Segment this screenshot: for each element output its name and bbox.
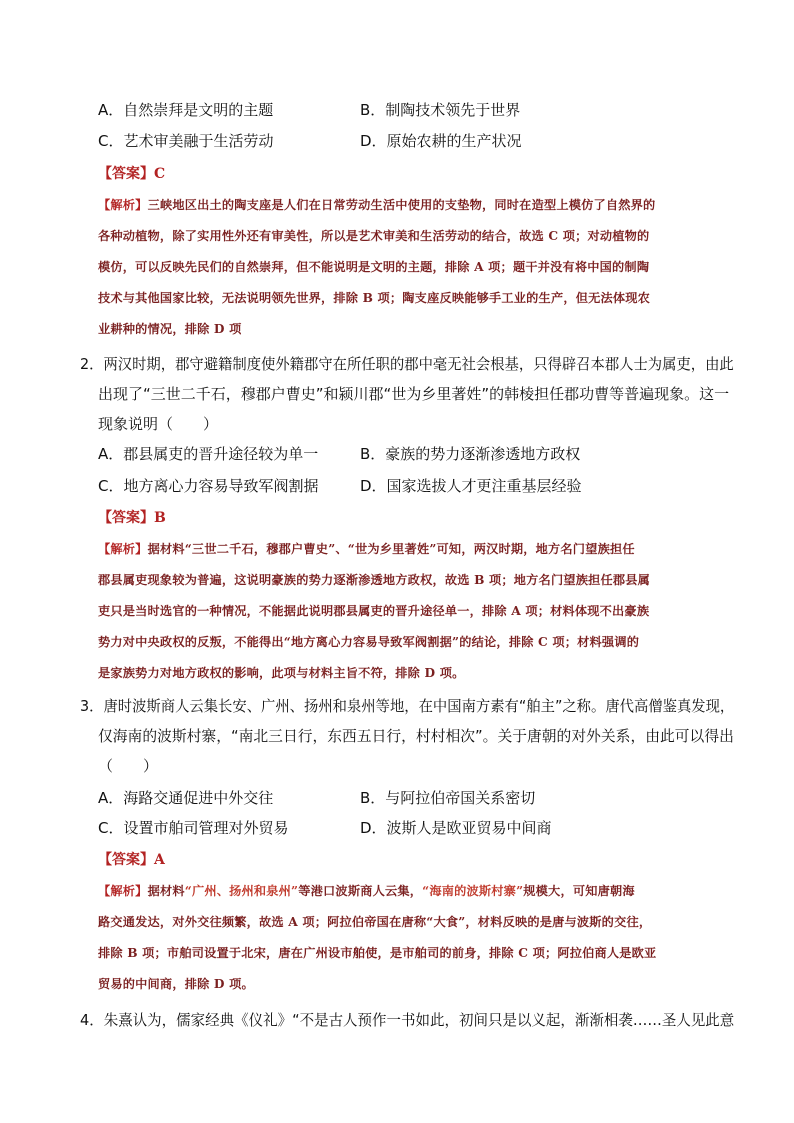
q1-analysis-tag: 【解析】 <box>98 198 148 212</box>
q3-option-a: A．海路交通促进中外交往 <box>98 789 274 807</box>
q2-analysis-line: 是家族势力对地方政权的影响，此项与材料主旨不符，排除 D 项。 <box>98 666 465 680</box>
q1-analysis-line: 模仿，可以反映先民们的自然崇拜，但不能说明是文明的主题，排除 A 项；题干并没有将中国的制陶 <box>98 260 650 274</box>
q3-analysis-line: 【解析】据材料“广州、扬州和泉州”等港口波斯商人云集，“海南的波斯村寨”规模大，可知唐朝海 <box>98 884 635 898</box>
q2-analysis-line: 郡县属吏现象较为普遍，这说明豪族的势力逐渐渗透地方政权，故选 B 项；地方名门望族担任郡县属 <box>98 573 651 587</box>
q1-option-a: A．自然崇拜是文明的主题 <box>98 101 274 119</box>
q3-answer: 【答案】A <box>98 852 165 868</box>
q4-stem-line: 4．朱熹认为，儒家经典《仪礼》“不是古人预作一书如此，初间只是以义起，渐渐相袭……圣人见此意 <box>80 1011 735 1029</box>
q2-option-a: A．郡县属吏的晋升途径较为单一 <box>98 445 319 463</box>
q3-analysis-line: 排除 B 项；市舶司设置于北宋，唐在广州设市舶使，是市舶司的前身，排除 C 项；阿拉伯商人是欧亚 <box>98 946 657 960</box>
q1-option-b: B．制陶技术领先于世界 <box>360 101 521 119</box>
q3-analysis-tag: 【解析】 <box>98 884 148 898</box>
q2-analysis-line: 吏只是当时选官的一种情况，不能据此说明郡县属吏的晋升途径单一，排除 A 项；材料体现不出豪族 <box>98 604 650 618</box>
q3-option-c: C．设置市舶司管理对外贸易 <box>98 819 289 837</box>
q1-option-c: C．艺术审美融于生活劳动 <box>98 132 274 150</box>
q2-analysis-line: 【解析】据材料“三世二千石，穆郡户曹史”、“世为乡里著姓”可知，两汉时期，地方名门望族担任 <box>98 542 635 556</box>
q1-answer: 【答案】C <box>98 166 166 182</box>
q2-option-b: B．豪族的势力逐渐渗透地方政权 <box>360 445 581 463</box>
q3-analysis-line: 贸易的中间商，排除 D 项。 <box>98 977 254 991</box>
q3-stem-line: 3．唐时波斯商人云集长安、广州、扬州和泉州等地，在中国南方素有“舶主”之称。唐代高僧鉴真发现， <box>80 697 735 715</box>
q2-stem-line: 2．两汉时期，郡守避籍制度使外籍郡守在所任职的郡中毫无社会根基，只得辟召本郡人士为属吏，由此 <box>80 355 734 373</box>
q1-analysis-line: 各种动植物，除了实用性外还有审美性，所以是艺术审美和生活劳动的结合，故选 C 项；对动植物的 <box>98 229 650 243</box>
q3-option-b: B．与阿拉伯帝国关系密切 <box>360 789 536 807</box>
q2-stem-line: 现象说明（ ） <box>98 415 219 433</box>
q2-answer: 【答案】B <box>98 510 166 526</box>
q1-analysis-line: 技术与其他国家比较，无法说明领先世界，排除 B 项；陶支座反映能够手工业的生产，但无法体现农 <box>98 291 651 305</box>
q2-analysis-tag: 【解析】 <box>98 542 148 556</box>
q2-option-c: C．地方离心力容易导致军阀割据 <box>98 477 319 495</box>
q2-analysis-line: 势力对中央政权的反叛，不能得出“地方离心力容易导致军阀割据”的结论，排除 C 项；材料强调的 <box>98 635 640 649</box>
q1-analysis-line: 【解析】三峡地区出土的陶支座是人们在日常劳动生活中使用的支垫物，同时在造型上模仿了自然界的 <box>98 198 656 212</box>
q1-option-d: D．原始农耕的生产状况 <box>360 132 522 150</box>
q3-option-d: D．波斯人是欧亚贸易中间商 <box>360 819 552 837</box>
q3-analysis-line: 路交通发达，对外交往频繁，故选 A 项；阿拉伯帝国在唐称“大食”，材料反映的是唐与波斯的交往， <box>98 915 652 929</box>
q3-stem-line: 仅海南的波斯村寨，“南北三日行，东西五日行，村村相次”。关于唐朝的对外关系，由此可以得出 <box>98 727 734 745</box>
q3-stem-line: （ ） <box>98 757 159 775</box>
q2-option-d: D．国家选拔人才更注重基层经验 <box>360 477 582 495</box>
q2-stem-line: 出现了“三世二千石，穆郡户曹史”和颍川郡“世为乡里著姓”的韩棱担任郡功曹等普遍现象。这一 <box>98 385 730 403</box>
q1-analysis-line: 业耕种的情况，排除 D 项 <box>98 322 242 336</box>
